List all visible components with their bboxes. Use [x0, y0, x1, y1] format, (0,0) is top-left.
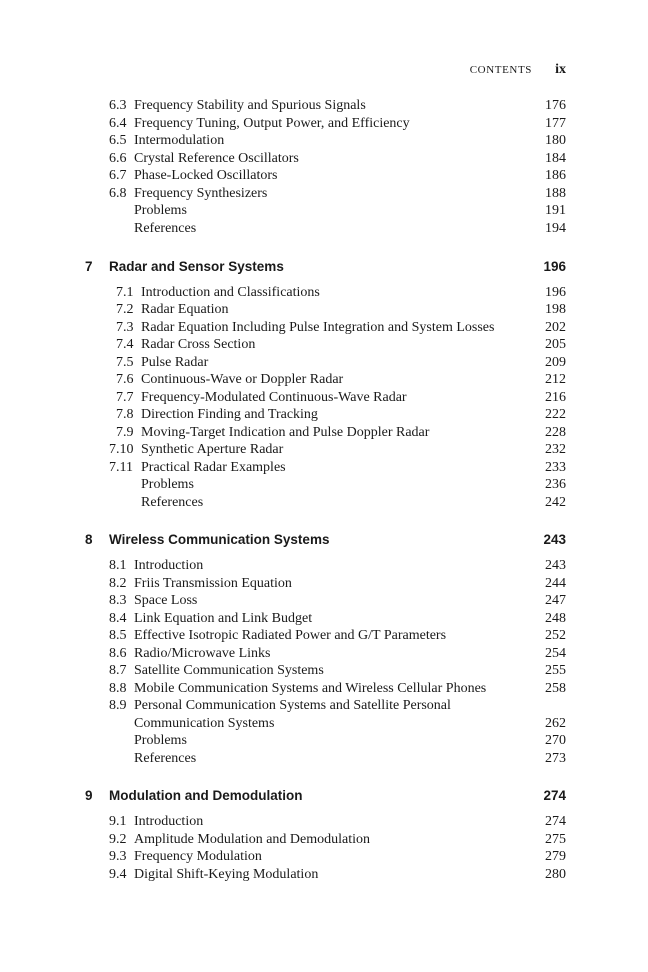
toc-entry-6-7: 6.7 Phase-Locked Oscillators 186: [109, 168, 566, 183]
toc-entry-8-8: 8.8 Mobile Communication Systems and Wireless Cellular Phones 258: [109, 680, 566, 696]
toc-entry-8-5: 8.5 Effective Isotropic Radiated Power and G/T Parameters 252: [109, 628, 566, 643]
toc-entry-9-3: 9.3 Frequency Modulation 279: [109, 849, 566, 864]
toc-entry-7-4: 7.4 Radar Cross Section 205: [116, 337, 566, 352]
running-header-page-number: ix: [555, 62, 566, 77]
toc-entry-8-9-continued: Communication Systems 262: [134, 715, 566, 731]
toc-entry-6-3: 6.3 Frequency Stability and Spurious Signals 176: [109, 98, 566, 113]
toc-chapter-8: 8 Wireless Communication Systems 243: [85, 531, 566, 547]
toc-entry-7-problems: Problems 236: [141, 477, 566, 492]
toc-entry-8-2: 8.2 Friis Transmission Equation 244: [109, 575, 566, 591]
toc-entry-7-10: 7.10 Synthetic Aperture Radar 232: [109, 442, 566, 457]
toc-entry-7-5: 7.5 Pulse Radar 209: [116, 354, 566, 370]
toc-chapter-9: 9 Modulation and Demodulation 274: [85, 787, 566, 803]
toc-entry-8-problems: Problems 270: [134, 733, 566, 748]
toc-entry-9-4: 9.4 Digital Shift-Keying Modulation 280: [109, 866, 566, 882]
toc-entry-6-8: 6.8 Frequency Synthesizers 188: [109, 185, 566, 201]
toc-entry-6-5: 6.5 Intermodulation 180: [109, 133, 566, 148]
toc-entry-6-references: References 194: [134, 220, 566, 236]
toc-entry-7-6: 7.6 Continuous-Wave or Doppler Radar 212: [116, 372, 566, 387]
toc-entry-7-3: 7.3 Radar Equation Including Pulse Integration and System Losses 202: [116, 319, 566, 335]
toc-entry-8-7: 8.7 Satellite Communication Systems 255: [109, 663, 566, 678]
toc-entry-7-9: 7.9 Moving-Target Indication and Pulse Doppler Radar 228: [116, 424, 566, 440]
toc-chapter-7: 7 Radar and Sensor Systems 196: [85, 258, 566, 274]
toc-entry-7-11: 7.11 Practical Radar Examples 233: [109, 459, 566, 475]
running-header: [0, 62, 648, 80]
toc-entry-8-4: 8.4 Link Equation and Link Budget 248: [109, 610, 566, 626]
toc-entry-6-6: 6.6 Crystal Reference Oscillators 184: [109, 150, 566, 166]
toc-entry-7-7: 7.7 Frequency-Modulated Continuous-Wave Radar 216: [116, 389, 566, 405]
toc-entry-7-2: 7.2 Radar Equation 198: [116, 302, 566, 317]
toc-entry-8-3: 8.3 Space Loss 247: [109, 593, 566, 608]
toc-entry-7-1: 7.1 Introduction and Classifications 196: [116, 284, 566, 300]
toc-entry-8-9: 8.9 Personal Communication Systems and Satellite Personal: [109, 698, 451, 713]
toc-entry-9-1: 9.1 Introduction 274: [109, 814, 566, 829]
toc-entry-7-8: 7.8 Direction Finding and Tracking 222: [116, 407, 566, 422]
toc-entry-6-problems: Problems 191: [134, 203, 566, 218]
toc-entry-8-1: 8.1 Introduction 243: [109, 558, 566, 573]
toc-entry-9-2: 9.2 Amplitude Modulation and Demodulation 275: [109, 831, 566, 847]
toc-entry-8-6: 8.6 Radio/Microwave Links 254: [109, 645, 566, 661]
running-header-label: CONTENTS: [469, 64, 532, 76]
toc-entry-7-references: References 242: [141, 494, 566, 510]
toc-entry-6-4: 6.4 Frequency Tuning, Output Power, and Efficiency 177: [109, 115, 566, 131]
toc-entry-8-references: References 273: [134, 750, 566, 766]
